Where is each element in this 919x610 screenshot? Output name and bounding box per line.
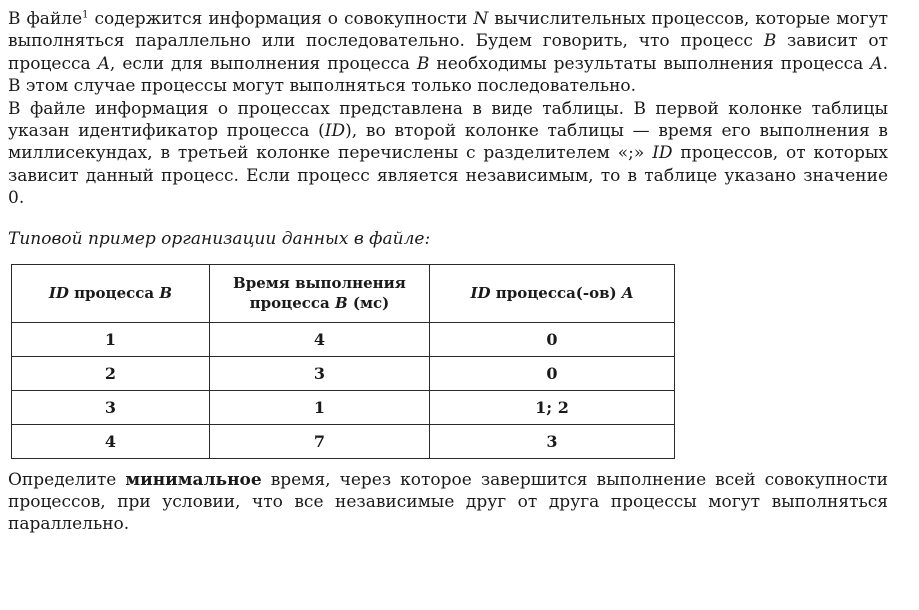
question-paragraph xyxy=(8,469,888,536)
table-row xyxy=(12,390,675,424)
cell-id: 3 xyxy=(12,390,210,424)
text-span: необходимы результаты выполнения процесса xyxy=(429,53,871,74)
cell-deps: 0 xyxy=(430,356,675,390)
table-caption: Типовой пример организации данных в файле: xyxy=(8,228,431,249)
table-row xyxy=(12,322,675,356)
header-text: ID xyxy=(470,284,491,303)
header-text: процесса(-ов) xyxy=(490,284,622,303)
variable-b: B xyxy=(763,31,777,52)
variable-n: N xyxy=(473,9,489,29)
variable-a: A xyxy=(870,53,883,74)
header-process-a xyxy=(430,264,675,322)
header-text: B xyxy=(334,294,348,313)
header-text: Время выполнения xyxy=(233,274,406,293)
cell-id: 4 xyxy=(12,424,210,458)
text-span: В файле информация о процессах представлена в виде таблицы. В первой колонке таблицы указан идентификатор процесса ( xyxy=(8,98,888,142)
emphasis-text: минимальное xyxy=(125,469,262,490)
header-text: B xyxy=(159,284,173,303)
variable-id: ID xyxy=(652,143,673,164)
header-text: процесса xyxy=(68,284,160,303)
header-exec-time xyxy=(209,264,429,322)
text-span: В файле xyxy=(8,9,83,29)
header-text: A xyxy=(621,284,634,303)
table-row xyxy=(12,356,675,390)
cell-id: 1 xyxy=(12,322,210,356)
text-span: процессов, от которых зависит данный процесс. Если процесс является независимым, то в таблице указано значение 0. xyxy=(8,143,888,209)
text-span: ), во второй колонке таблицы — время его выполнения в миллисекундах, в третьей колонке перечислены с разделителем «;» xyxy=(8,121,888,164)
variable-id: ID xyxy=(324,121,346,142)
header-text: (мс) xyxy=(347,294,390,313)
cell-deps: 0 xyxy=(430,322,675,356)
cell-deps: 1; 2 xyxy=(430,390,675,424)
cell-time: 7 xyxy=(209,424,429,458)
cell-time: 3 xyxy=(209,356,429,390)
cell-time: 4 xyxy=(209,322,429,356)
document-body xyxy=(8,8,888,536)
intro-paragraph xyxy=(8,8,888,98)
text-span: вычислительных процессов, которые могут выполняться параллельно или последовательно. Будем говорить, что процесс xyxy=(8,9,889,52)
process-table xyxy=(11,264,675,459)
variable-b: B xyxy=(416,53,430,74)
text-span: зависит от процесса xyxy=(8,31,888,74)
cell-id: 2 xyxy=(12,356,210,390)
text-span: время, через которое завершится выполнение всей совокупности процессов, при условии, что все независимые друг от друга процессы могут выполняться параллельно. xyxy=(8,469,888,535)
text-span: содержится информация о совокупности xyxy=(88,9,474,29)
text-span: . В этом случае процессы могут выполняться только последовательно. xyxy=(8,53,888,97)
text-span: , если для выполнения процесса xyxy=(109,53,417,74)
format-paragraph xyxy=(8,98,888,210)
table-row xyxy=(12,424,675,458)
cell-deps: 3 xyxy=(430,424,675,458)
variable-a: A xyxy=(97,53,110,74)
text-span: Определите xyxy=(8,469,126,490)
header-text: процесса xyxy=(249,294,335,313)
header-process-b xyxy=(12,264,210,322)
footnote-marker: 1 xyxy=(82,9,89,21)
cell-time: 1 xyxy=(209,390,429,424)
header-text: ID xyxy=(48,284,69,303)
table-header-row xyxy=(12,264,675,322)
